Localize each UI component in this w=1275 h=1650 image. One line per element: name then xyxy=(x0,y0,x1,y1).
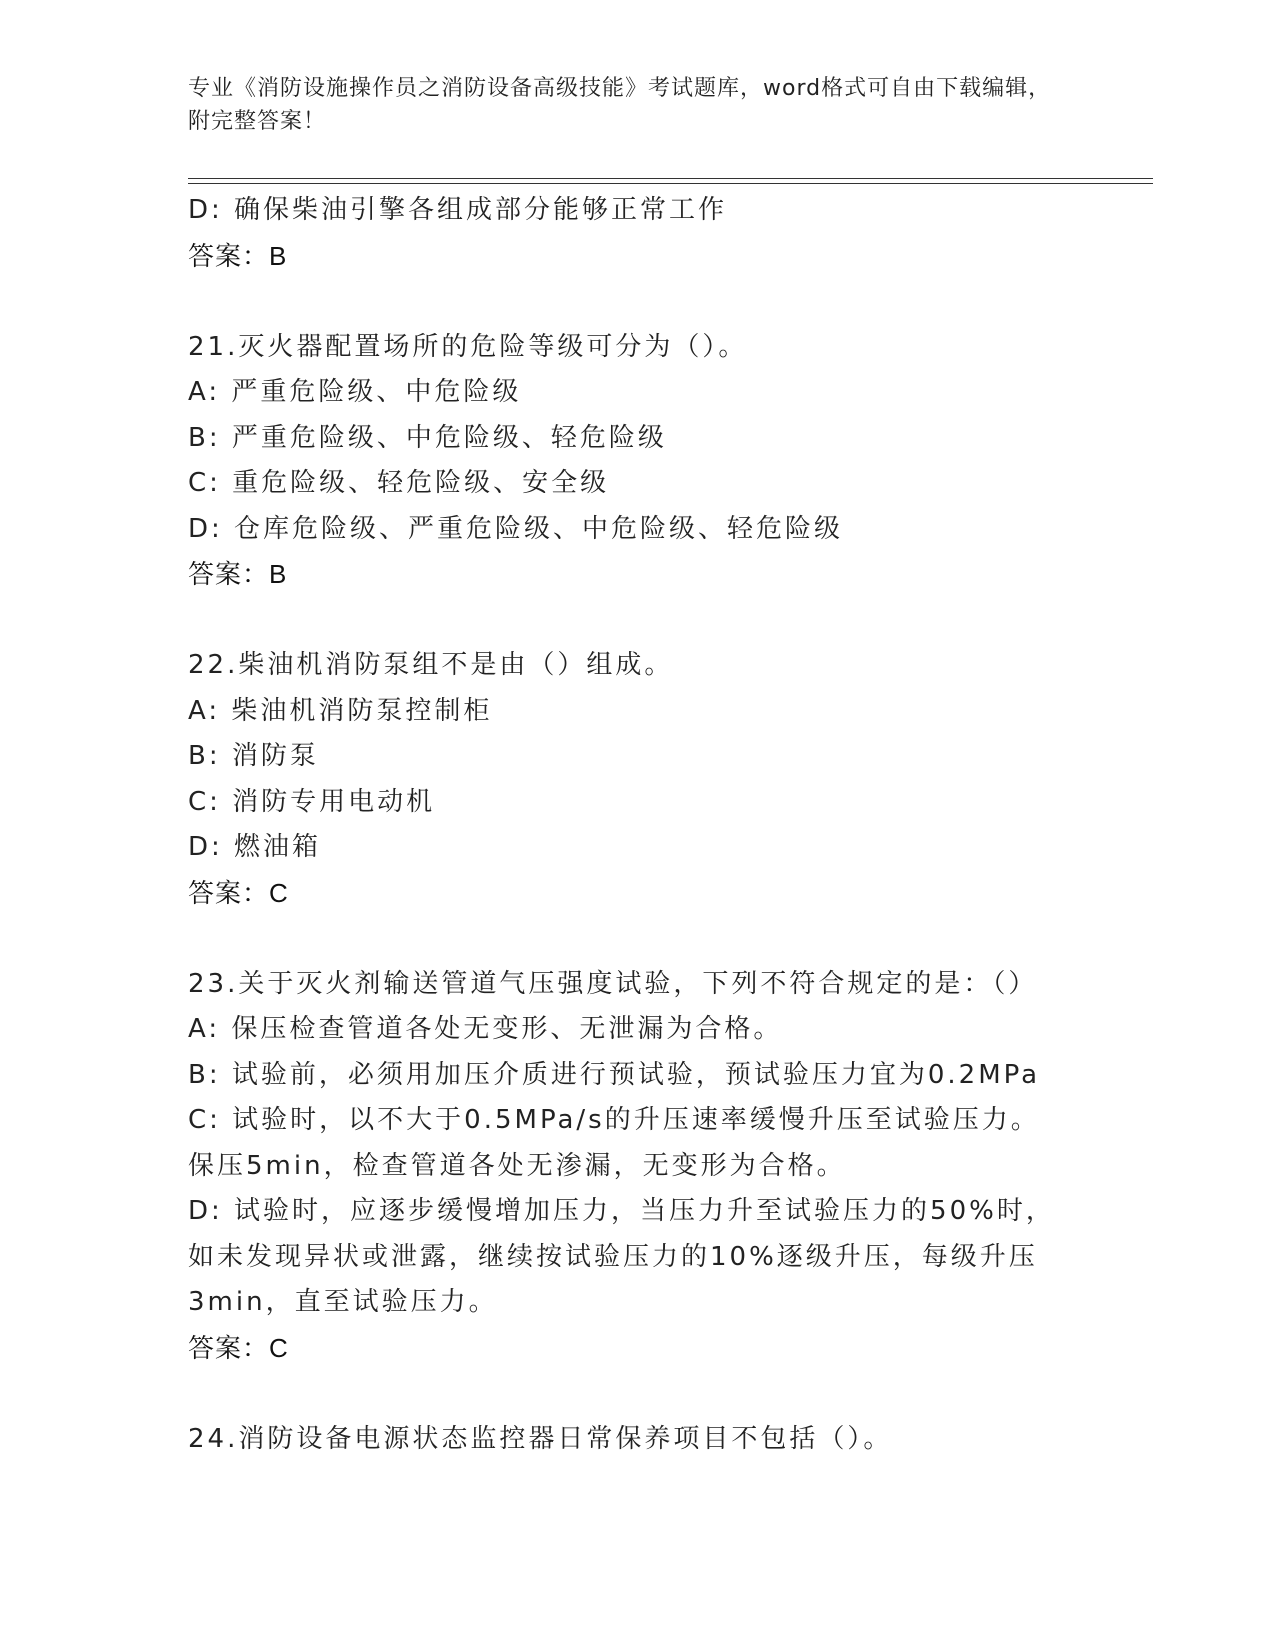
q22-option-c: C: 消防专用电动机 xyxy=(188,786,436,817)
q21-option-a: A: 严重危险级、中危险级 xyxy=(188,377,522,407)
q23-stem: 23.关于灭火剂输送管道气压强度试验，下列不符合规定的是：（） xyxy=(188,968,1038,999)
q22-option-d: D: 燃油箱 xyxy=(188,832,322,862)
q21-option-b: B: 严重危险级、中危险级、轻危险级 xyxy=(188,422,667,453)
q22-stem: 22.柴油机消防泵组不是由（）组成。 xyxy=(188,650,674,680)
spacer xyxy=(188,916,1068,962)
q22-option-b: B: 消防泵 xyxy=(188,741,319,771)
spacer xyxy=(188,1371,1068,1417)
q21-stem: 21.灭火器配置场所的危险等级可分为（）。 xyxy=(188,331,748,362)
q23-option-d: D: 试验时，应逐步缓慢增加压力，当压力升至试验压力的50%时，如未发现异状或泄露，继续按试验压力的10%逐级升压，每级升压3min，直至试验压力。 xyxy=(188,1196,1055,1317)
q20-answer: 答案：B xyxy=(188,240,288,271)
document-body xyxy=(188,188,1068,1462)
q20-option-d: D: 确保柴油引擎各组成部分能够正常工作 xyxy=(188,195,728,225)
header-rule-top xyxy=(188,178,1153,179)
q23-answer: 答案：C xyxy=(188,1332,289,1363)
document-header: 专业《消防设施操作员之消防设备高级技能》考试题库，word格式可自由下载编辑，附完整答案！ xyxy=(188,76,1052,134)
q23-option-b: B: 试验前，必须用加压介质进行预试验，预试验压力宜为0.2MPa xyxy=(188,1059,1041,1090)
q21-option-d: D: 仓库危险级、严重危险级、中危险级、轻危险级 xyxy=(188,513,844,544)
q22-option-a: A: 柴油机消防泵控制柜 xyxy=(188,695,493,726)
q23-option-a: A: 保压检查管道各处无变形、无泄漏为合格。 xyxy=(188,1014,783,1044)
spacer xyxy=(188,279,1068,325)
q23-option-c: C: 试验时，以不大于0.5MPa/s的升压速率缓慢升压至试验压力。保压5min，检查管道各处无渗漏，无变形为合格。 xyxy=(188,1105,1040,1181)
header-rule-bottom xyxy=(188,183,1153,184)
q21-answer: 答案：B xyxy=(188,559,288,589)
spacer xyxy=(188,598,1068,644)
q22-answer: 答案：C xyxy=(188,877,289,908)
q24-stem: 24.消防设备电源状态监控器日常保养项目不包括（）。 xyxy=(188,1423,893,1454)
q21-option-c: C: 重危险级、轻危险级、安全级 xyxy=(188,468,610,498)
